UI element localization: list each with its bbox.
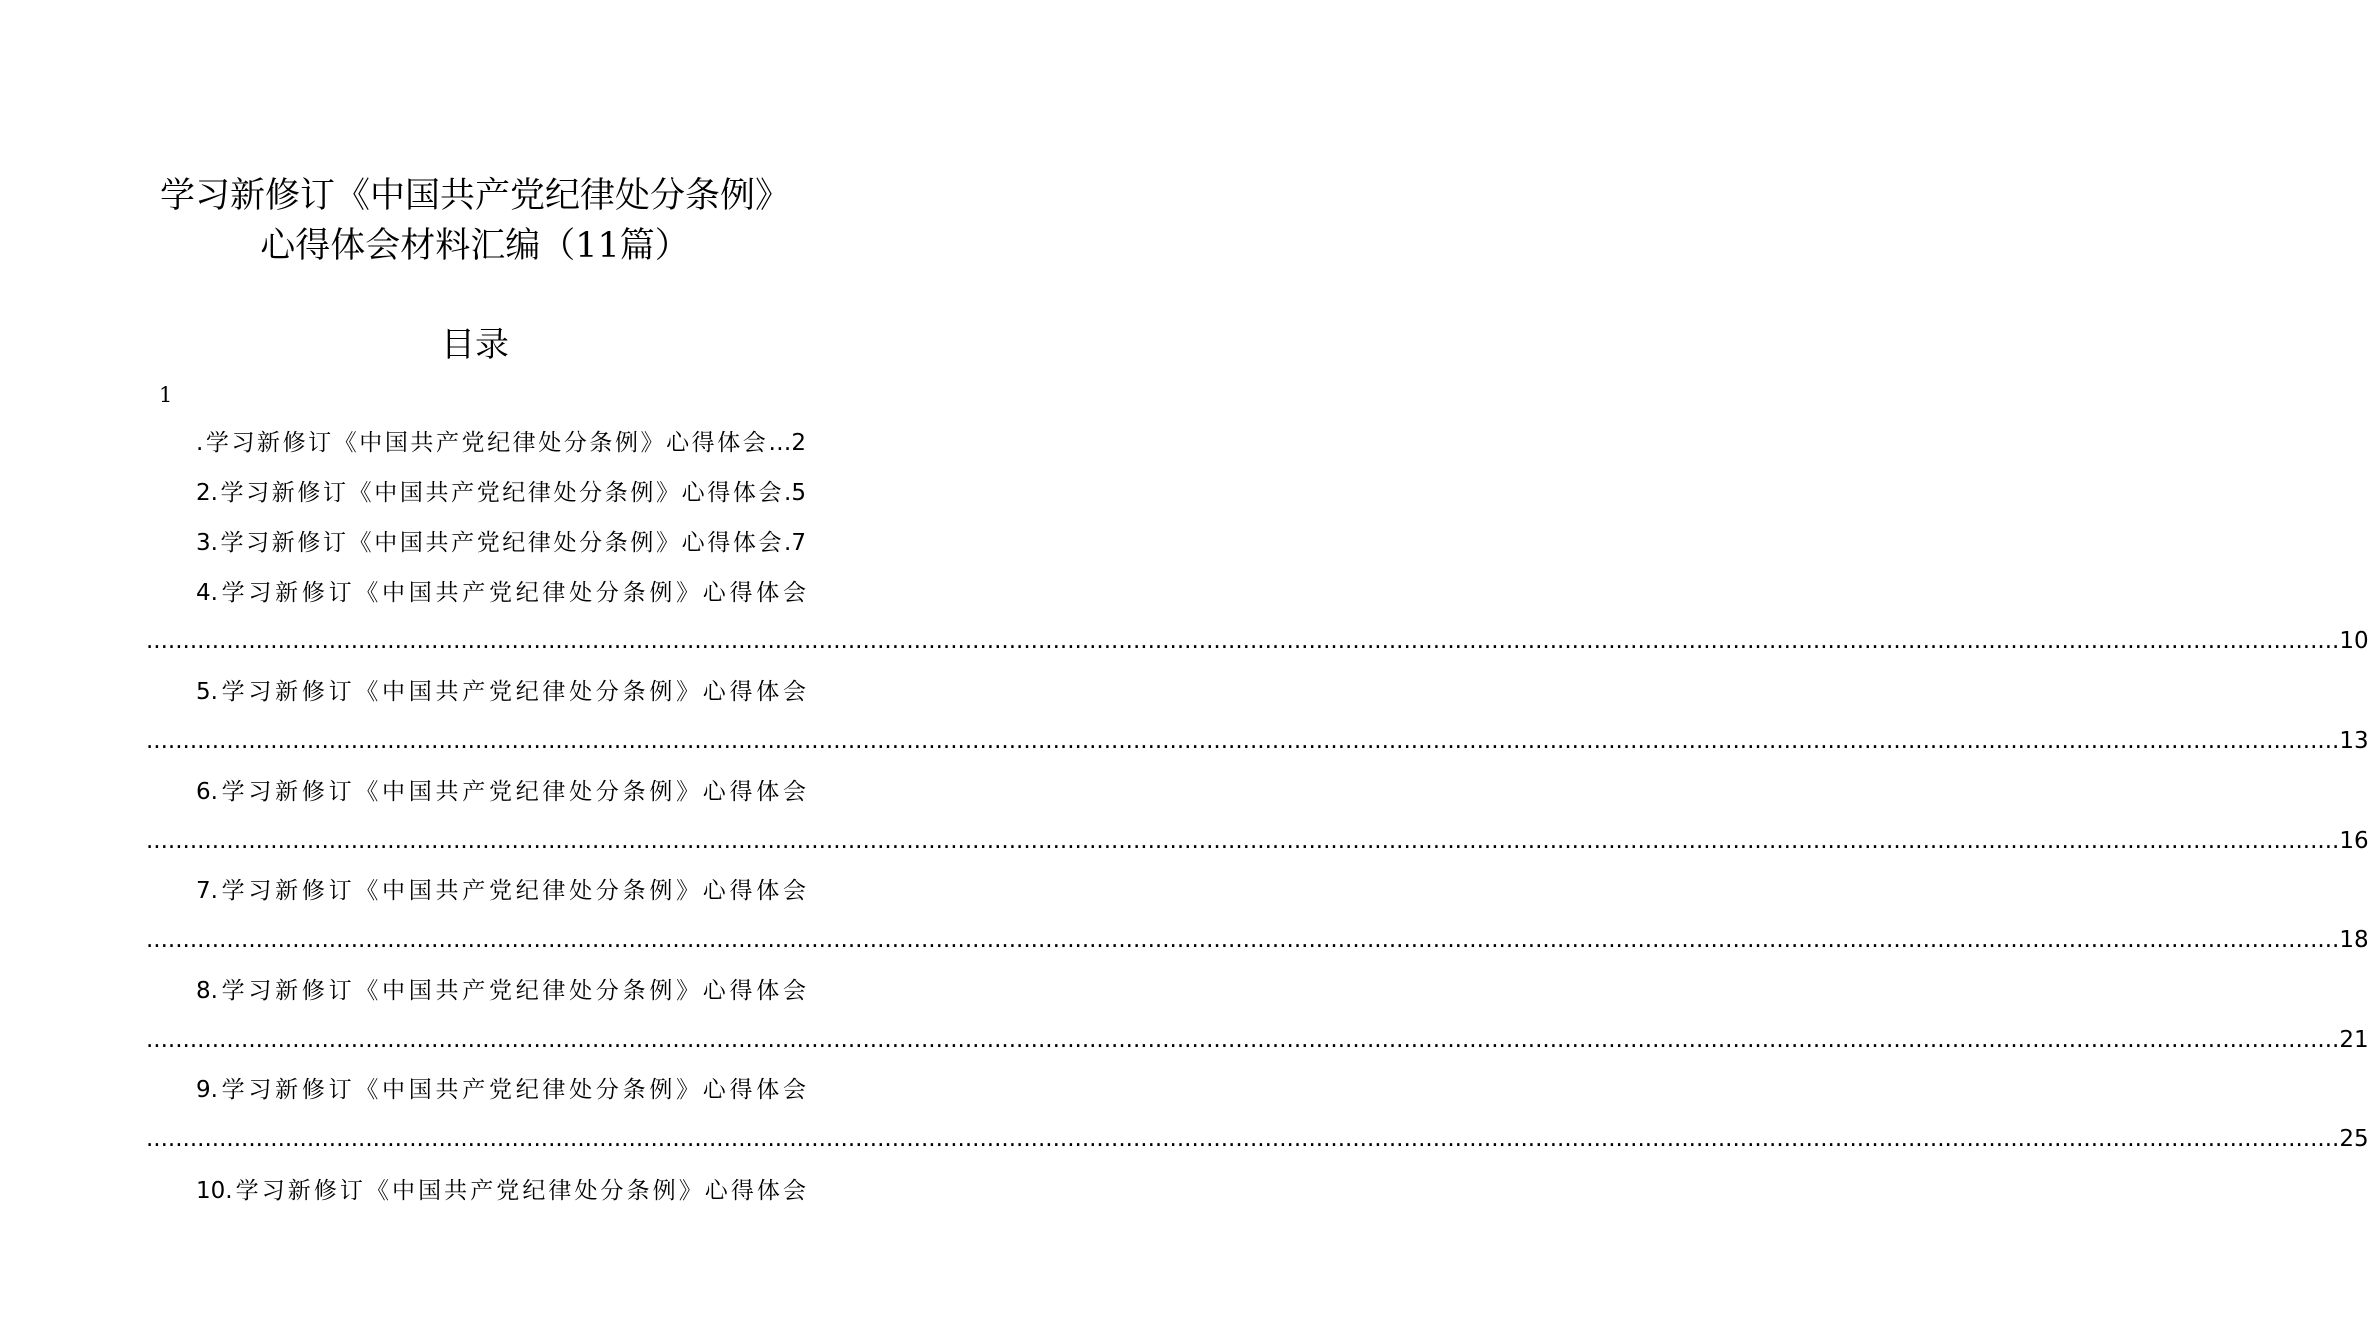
dot-leader: ............................................................................................................................................................................................................................................................................................................ bbox=[146, 927, 2340, 953]
toc-page-number: 18 bbox=[2339, 927, 2369, 953]
toc-entry-8[interactable]: 8.学习新修订《中国共产党纪律处分条例》心得体会 bbox=[196, 978, 806, 1004]
toc-entry-4[interactable]: 4.学习新修订《中国共产党纪律处分条例》心得体会 bbox=[196, 580, 806, 606]
toc-entry-6-leader[interactable] bbox=[146, 826, 2369, 856]
toc-entry-5-leader[interactable] bbox=[146, 726, 2369, 756]
toc-page-number: 16 bbox=[2339, 828, 2369, 854]
toc-page-number: 13 bbox=[2339, 728, 2369, 754]
dot-leader: ............................................................................................................................................................................................................................................................................................................ bbox=[146, 1126, 2340, 1152]
toc-entry-9-leader[interactable] bbox=[146, 1124, 2369, 1154]
toc-page-number: 21 bbox=[2339, 1027, 2369, 1053]
toc-page-number: 10 bbox=[2339, 628, 2369, 654]
toc-entry-8-leader[interactable] bbox=[146, 1025, 2369, 1055]
dot-leader: ............................................................................................................................................................................................................................................................................................................ bbox=[146, 828, 2340, 854]
toc-entry-7[interactable]: 7.学习新修订《中国共产党纪律处分条例》心得体会 bbox=[196, 878, 806, 904]
toc-entry-7-leader[interactable] bbox=[146, 925, 2369, 955]
dot-leader: ............................................................................................................................................................................................................................................................................................................ bbox=[146, 628, 2340, 654]
page-number-fragment: 1 bbox=[159, 383, 173, 407]
toc-entry-10[interactable]: 10.学习新修订《中国共产党纪律处分条例》心得体会 bbox=[196, 1178, 806, 1204]
toc-heading: 目录 bbox=[441, 325, 509, 365]
toc-entry-3[interactable]: 3.学习新修订《中国共产党纪律处分条例》心得体会.7 bbox=[196, 530, 806, 556]
document-title-line-1: 学习新修订《中国共产党纪律处分条例》 bbox=[159, 176, 790, 216]
toc-entry-5[interactable]: 5.学习新修订《中国共产党纪律处分条例》心得体会 bbox=[196, 679, 806, 705]
toc-entry-6[interactable]: 6.学习新修订《中国共产党纪律处分条例》心得体会 bbox=[196, 779, 806, 805]
toc-entry-2[interactable]: 2.学习新修订《中国共产党纪律处分条例》心得体会.5 bbox=[196, 480, 806, 506]
dot-leader: ............................................................................................................................................................................................................................................................................................................ bbox=[146, 728, 2340, 754]
dot-leader: ............................................................................................................................................................................................................................................................................................................ bbox=[146, 1027, 2340, 1053]
toc-entry-4-leader[interactable] bbox=[146, 626, 2369, 656]
toc-page-number: 25 bbox=[2339, 1126, 2369, 1152]
document-title-line-2: 心得体会材料汇编（11篇） bbox=[260, 226, 690, 266]
toc-entry-1[interactable]: .学习新修订《中国共产党纪律处分条例》心得体会…2 bbox=[196, 430, 806, 456]
toc-entry-9[interactable]: 9.学习新修订《中国共产党纪律处分条例》心得体会 bbox=[196, 1077, 806, 1103]
